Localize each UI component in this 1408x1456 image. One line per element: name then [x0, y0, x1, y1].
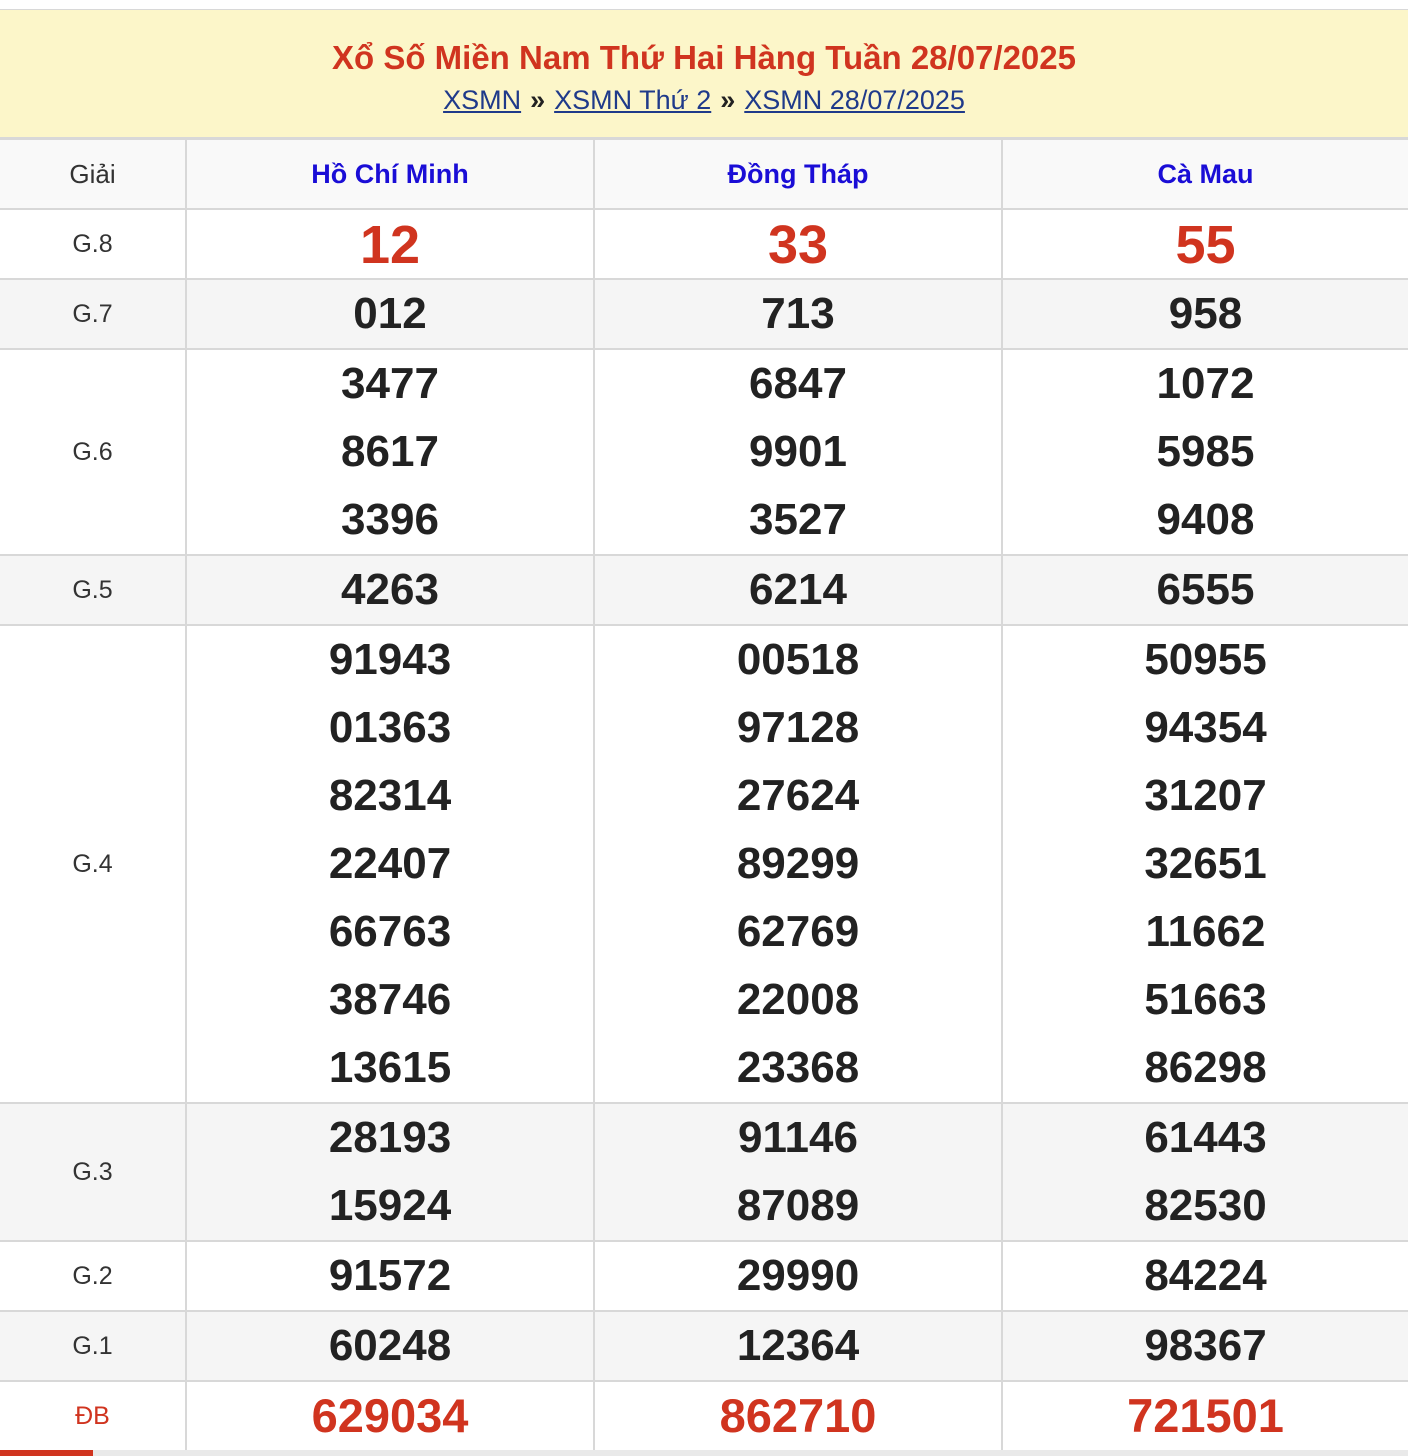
- result-number: 8617: [341, 427, 439, 476]
- province-header[interactable]: Cà Mau: [1002, 139, 1408, 209]
- result-number: 13615: [328, 1043, 452, 1092]
- result-number: 3396: [341, 495, 439, 544]
- prize-label: ĐB: [0, 1381, 186, 1451]
- prize-label: G.7: [0, 279, 186, 349]
- result-cell: [186, 1241, 594, 1311]
- result-cell: [594, 1311, 1002, 1381]
- prize-row: [0, 1311, 1408, 1381]
- result-cell: [594, 279, 1002, 349]
- result-number: 66763: [328, 907, 452, 956]
- result-cell: [186, 1381, 594, 1451]
- result-number: 31207: [1144, 771, 1267, 820]
- result-cell: [186, 349, 594, 555]
- result-number: 713: [761, 289, 835, 338]
- result-number: 55: [1175, 215, 1236, 275]
- bottom-scroll-indicator: [0, 1450, 1408, 1456]
- result-number: 3527: [749, 495, 847, 544]
- result-cell: [1002, 1381, 1408, 1451]
- result-number: 38746: [328, 975, 452, 1024]
- result-number: 86298: [1144, 1043, 1267, 1092]
- result-cell: [186, 1311, 594, 1381]
- result-number: 9901: [749, 427, 847, 476]
- prize-label: G.1: [0, 1311, 186, 1381]
- result-number: 6847: [749, 359, 847, 408]
- result-cell: [594, 555, 1002, 625]
- result-cell: [186, 1103, 594, 1241]
- result-cell: [186, 279, 594, 349]
- result-number: 4263: [341, 565, 439, 614]
- prize-row: [0, 1103, 1408, 1241]
- result-cell: [186, 555, 594, 625]
- result-number: 00518: [736, 635, 860, 684]
- result-number: 15924: [328, 1181, 452, 1230]
- result-number: 61443: [1144, 1113, 1267, 1162]
- breadcrumb-separator: »: [530, 85, 546, 115]
- result-number: 6555: [1156, 565, 1255, 614]
- prize-row: [0, 625, 1408, 1103]
- result-cell: [186, 625, 594, 1103]
- result-cell: [186, 209, 594, 279]
- prize-row: [0, 209, 1408, 279]
- page-title: Xổ Số Miền Nam Thứ Hai Hàng Tuần 28/07/2025: [332, 39, 1076, 76]
- result-number: 9408: [1156, 495, 1255, 544]
- result-cell: [594, 1241, 1002, 1311]
- result-cell: [594, 349, 1002, 555]
- result-number: 89299: [736, 839, 860, 888]
- result-cell: [594, 625, 1002, 1103]
- table-header-row: [0, 139, 1408, 209]
- prize-label: G.2: [0, 1241, 186, 1311]
- prize-row: [0, 1381, 1408, 1451]
- province-header[interactable]: Đồng Tháp: [594, 139, 1002, 209]
- prize-row: [0, 1241, 1408, 1311]
- result-number: 87089: [736, 1181, 860, 1230]
- result-number: 22407: [328, 839, 452, 888]
- result-number: 11662: [1145, 907, 1266, 956]
- result-number: 629034: [311, 1389, 469, 1442]
- result-number: 12364: [736, 1321, 860, 1370]
- scroll-indicator-thumb: [0, 1450, 93, 1456]
- result-cell: [1002, 349, 1408, 555]
- result-number: 862710: [719, 1389, 877, 1442]
- prize-row: [0, 349, 1408, 555]
- result-cell: [1002, 1311, 1408, 1381]
- prize-column-header: Giải: [0, 139, 186, 209]
- result-number: 1072: [1156, 359, 1255, 408]
- prize-label: G.5: [0, 555, 186, 625]
- result-number: 98367: [1144, 1321, 1267, 1370]
- prize-row: [0, 279, 1408, 349]
- result-number: 82314: [328, 771, 452, 820]
- result-number: 22008: [736, 975, 860, 1024]
- result-number: 91146: [738, 1113, 858, 1162]
- result-number: 29990: [736, 1251, 860, 1300]
- result-number: 27624: [736, 771, 860, 820]
- result-cell: [1002, 625, 1408, 1103]
- result-number: 23368: [736, 1043, 860, 1092]
- result-number: 32651: [1144, 839, 1267, 888]
- result-cell: [594, 1381, 1002, 1451]
- prize-label: G.6: [0, 349, 186, 555]
- result-number: 28193: [328, 1113, 452, 1162]
- result-number: 97128: [736, 703, 860, 752]
- result-cell: [594, 1103, 1002, 1241]
- result-cell: [1002, 1103, 1408, 1241]
- result-cell: [1002, 1241, 1408, 1311]
- result-number: 33: [767, 215, 829, 275]
- result-number: 5985: [1156, 427, 1255, 476]
- breadcrumb-link-xsmn[interactable]: XSMN: [443, 85, 522, 115]
- result-number: 6214: [749, 565, 847, 614]
- result-number: 51663: [1144, 975, 1267, 1024]
- top-divider: [0, 0, 1408, 10]
- results-table: [0, 138, 1408, 1452]
- result-number: 82530: [1144, 1181, 1267, 1230]
- result-number: 91943: [328, 635, 452, 684]
- prize-label: G.8: [0, 209, 186, 279]
- breadcrumb-separator: »: [720, 85, 736, 115]
- result-number: 01363: [328, 703, 452, 752]
- result-cell: [1002, 209, 1408, 279]
- breadcrumb-link-xsmn-thu-2[interactable]: XSMN Thứ 2: [554, 85, 712, 115]
- result-number: 721501: [1127, 1389, 1284, 1442]
- result-number: 012: [353, 289, 427, 338]
- prize-label: G.3: [0, 1103, 186, 1241]
- breadcrumb: [0, 85, 1408, 115]
- result-number: 958: [1168, 289, 1243, 338]
- result-number: 12: [359, 215, 421, 275]
- result-number: 3477: [341, 359, 439, 408]
- result-cell: [1002, 555, 1408, 625]
- result-number: 60248: [328, 1321, 452, 1370]
- result-number: 62769: [736, 907, 860, 956]
- result-number: 91572: [328, 1251, 452, 1300]
- result-number: 94354: [1144, 703, 1267, 752]
- results-header: [0, 10, 1408, 139]
- breadcrumb-link-xsmn-date[interactable]: XSMN 28/07/2025: [744, 85, 965, 115]
- result-cell: [594, 209, 1002, 279]
- result-number: 84224: [1144, 1251, 1267, 1300]
- result-number: 50955: [1144, 635, 1267, 684]
- province-header[interactable]: Hồ Chí Minh: [186, 139, 594, 209]
- prize-row: [0, 555, 1408, 625]
- prize-label: G.4: [0, 625, 186, 1103]
- result-cell: [1002, 279, 1408, 349]
